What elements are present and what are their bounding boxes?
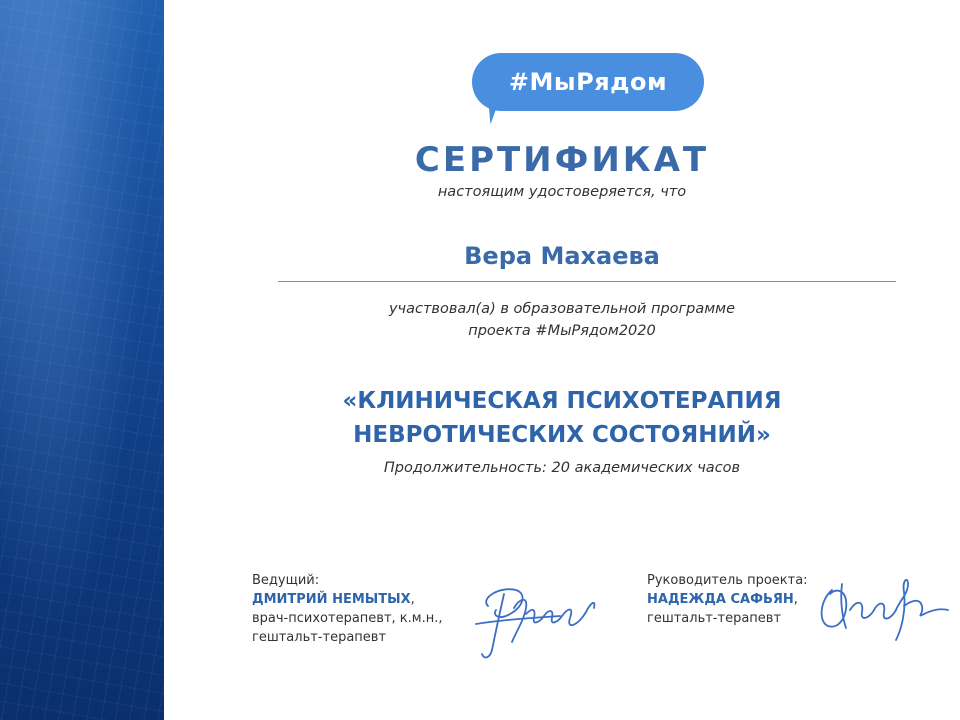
project-lead-name-suffix: , — [793, 592, 798, 607]
project-lead-signatory-block — [647, 571, 827, 628]
lead-signatory-block — [252, 571, 472, 647]
logo-text: #МыРядом — [508, 68, 668, 96]
participation-line-2: проекта #МыРядом2020 — [468, 323, 656, 339]
project-lead-role: Руководитель проекта: — [647, 573, 808, 588]
project-lead-name: НАДЕЖДА САФЬЯН — [647, 592, 794, 607]
lead-handwritten-signature — [470, 568, 600, 668]
lead-title-line-1: врач-психотерапевт, к.м.н., — [252, 611, 443, 626]
course-duration: Продолжительность: 20 академических часов — [383, 460, 741, 476]
lead-name-suffix: , — [410, 592, 415, 607]
certificate-intro: настоящим удостоверяется, что — [437, 184, 687, 200]
lead-name: ДМИТРИЙ НЕМЫТЫХ — [252, 592, 411, 607]
recipient-name: Вера Махаева — [464, 242, 660, 270]
course-title-line-2: НЕВРОТИЧЕСКИХ СОСТОЯНИЙ» — [353, 422, 771, 448]
project-lead-handwritten-signature — [812, 570, 952, 650]
participation-line-1: участвовал(а) в образовательной программе — [388, 301, 736, 317]
project-lead-name-line — [647, 590, 827, 609]
lead-title-line-2: гештальт-терапевт — [252, 630, 387, 645]
name-underline — [278, 281, 896, 282]
certificate-title: СЕРТИФИКАТ — [414, 140, 710, 180]
lead-name-line — [252, 590, 472, 609]
lead-role: Ведущий: — [252, 573, 320, 588]
mryadom-logo — [472, 53, 704, 119]
participation-text — [164, 298, 960, 342]
course-title-line-1: «КЛИНИЧЕСКАЯ ПСИХОТЕРАПИЯ — [342, 388, 782, 414]
project-lead-title: гештальт-терапевт — [647, 611, 782, 626]
course-title — [164, 384, 960, 452]
decorative-side-panel — [0, 0, 164, 720]
